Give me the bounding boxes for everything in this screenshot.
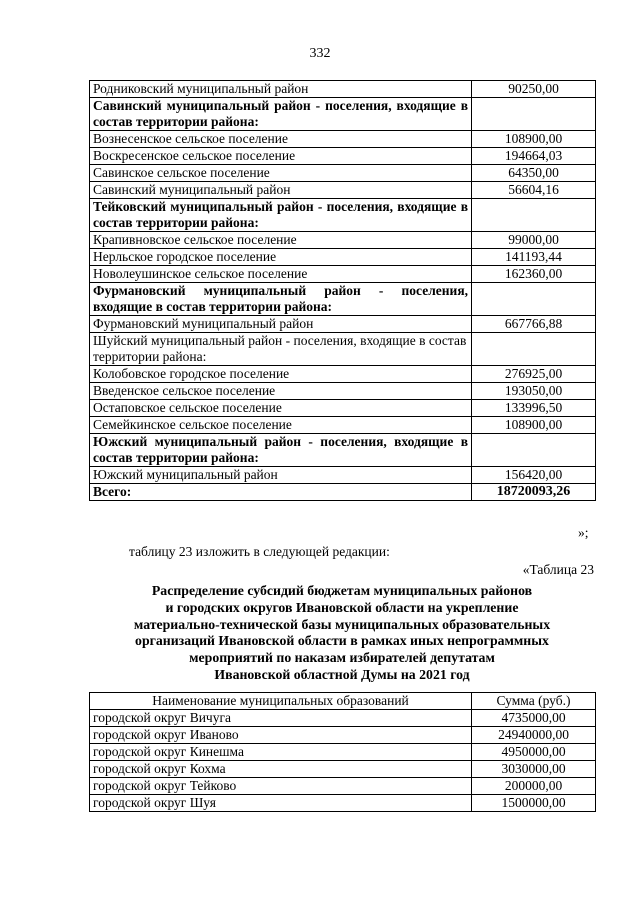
group-header-row <box>90 98 596 131</box>
row-value: 1500000,00 <box>472 795 596 812</box>
table-row <box>90 333 596 366</box>
row-value: 141193,44 <box>472 249 596 266</box>
table-row <box>90 744 596 761</box>
total-row <box>90 484 596 501</box>
row-name: Родниковский муниципальный район <box>90 81 472 98</box>
row-name: Новолеушинское сельское поселение <box>90 266 472 283</box>
table-row <box>90 165 596 182</box>
row-name: Южский муниципальный район <box>90 467 472 484</box>
row-name: городской округ Тейково <box>90 778 472 795</box>
group-header-row <box>90 199 596 232</box>
subsidy-table-body <box>90 81 596 484</box>
table-row <box>90 761 596 778</box>
table-row <box>90 383 596 400</box>
row-name: Введенское сельское поселение <box>90 383 472 400</box>
total-value: 18720093,26 <box>472 484 596 501</box>
row-value: 108900,00 <box>472 417 596 434</box>
row-name: Вознесенское сельское поселение <box>90 131 472 148</box>
table-row <box>90 148 596 165</box>
row-value: 56604,16 <box>472 182 596 199</box>
row-name: Тейковский муниципальный район - поселения, входящие в состав территории района: <box>90 199 472 232</box>
row-value: 4735000,00 <box>472 710 596 727</box>
row-value: 162360,00 <box>472 266 596 283</box>
row-value: 276925,00 <box>472 366 596 383</box>
heading-line: и городских округов Ивановской области на укрепление <box>165 599 519 615</box>
row-name: Савинское сельское поселение <box>90 165 472 182</box>
row-value <box>472 434 596 467</box>
row-name: Шуйский муниципальный район - поселения, входящие в состав территории района: <box>90 333 472 366</box>
row-value: 3030000,00 <box>472 761 596 778</box>
row-name: городской округ Кинешма <box>90 744 472 761</box>
table-row <box>90 467 596 484</box>
page-number: 332 <box>309 46 331 61</box>
row-value: 194664,03 <box>472 148 596 165</box>
row-name: городской округ Иваново <box>90 727 472 744</box>
table-row <box>90 131 596 148</box>
row-value: 200000,00 <box>472 778 596 795</box>
table-header-row <box>90 693 596 710</box>
row-name: Савинский муниципальный район <box>90 182 472 199</box>
row-name: Фурмановский муниципальный район - поселения, входящие в состав территории района: <box>90 283 472 316</box>
row-name: Воскресенское сельское поселение <box>90 148 472 165</box>
table-row <box>90 795 596 812</box>
row-name: городской округ Кохма <box>90 761 472 778</box>
amendment-intro: таблицу 23 изложить в следующей редакции: <box>129 544 390 559</box>
heading-line: Ивановской областной Думы на 2021 год <box>214 666 470 682</box>
row-name: городской округ Шуя <box>90 795 472 812</box>
row-value: 133996,50 <box>472 400 596 417</box>
row-value: 64350,00 <box>472 165 596 182</box>
row-name: Нерльское городское поселение <box>90 249 472 266</box>
row-name: Фурмановский муниципальный район <box>90 316 472 333</box>
row-name: городской округ Вичуга <box>90 710 472 727</box>
distribution-table-body <box>90 710 596 812</box>
group-header-row <box>90 283 596 316</box>
table-row <box>90 81 596 98</box>
row-value <box>472 199 596 232</box>
subsidy-table-continued <box>89 80 596 501</box>
closing-quote: »; <box>578 525 589 540</box>
row-value: 193050,00 <box>472 383 596 400</box>
row-value <box>472 283 596 316</box>
heading-line: Распределение субсидий бюджетам муниципальных районов <box>151 583 533 598</box>
row-value <box>472 98 596 131</box>
row-name: Крапивновское сельское поселение <box>90 232 472 249</box>
table-row <box>90 400 596 417</box>
table-row <box>90 366 596 383</box>
row-name: Семейкинское сельское поселение <box>90 417 472 434</box>
row-value: 108900,00 <box>472 131 596 148</box>
row-value: 4950000,00 <box>472 744 596 761</box>
row-name: Савинский муниципальный район - поселения, входящие в состав территории района: <box>90 98 472 131</box>
row-value: 24940000,00 <box>472 727 596 744</box>
distribution-table <box>89 692 596 812</box>
table-row <box>90 778 596 795</box>
column-header-sum: Сумма (руб.) <box>472 693 596 710</box>
row-name: Остаповское сельское поселение <box>90 400 472 417</box>
heading-line: материально-технической базы муниципальных образовательных <box>133 616 551 632</box>
row-value: 156420,00 <box>472 467 596 484</box>
table-row <box>90 182 596 199</box>
column-header-name: Наименование муниципальных образований <box>90 693 472 710</box>
table-row <box>90 316 596 333</box>
table-row <box>90 417 596 434</box>
heading-line: организаций Ивановской области в рамках иных непрограммных <box>135 633 549 649</box>
total-label: Всего: <box>90 484 472 501</box>
row-value <box>472 333 596 366</box>
row-value: 667766,88 <box>472 316 596 333</box>
row-name: Колобовское городское поселение <box>90 366 472 383</box>
heading-line: мероприятий по наказам избирателей депутатам <box>189 650 495 666</box>
table-heading <box>89 583 595 684</box>
table-row <box>90 727 596 744</box>
table-row <box>90 232 596 249</box>
table-label: «Таблица 23 <box>522 562 594 577</box>
table-row <box>90 710 596 727</box>
table-row <box>90 249 596 266</box>
table-row <box>90 266 596 283</box>
row-value: 99000,00 <box>472 232 596 249</box>
row-name: Южский муниципальный район - поселения, входящие в состав территории района: <box>90 434 472 467</box>
group-header-row <box>90 434 596 467</box>
row-value: 90250,00 <box>472 81 596 98</box>
